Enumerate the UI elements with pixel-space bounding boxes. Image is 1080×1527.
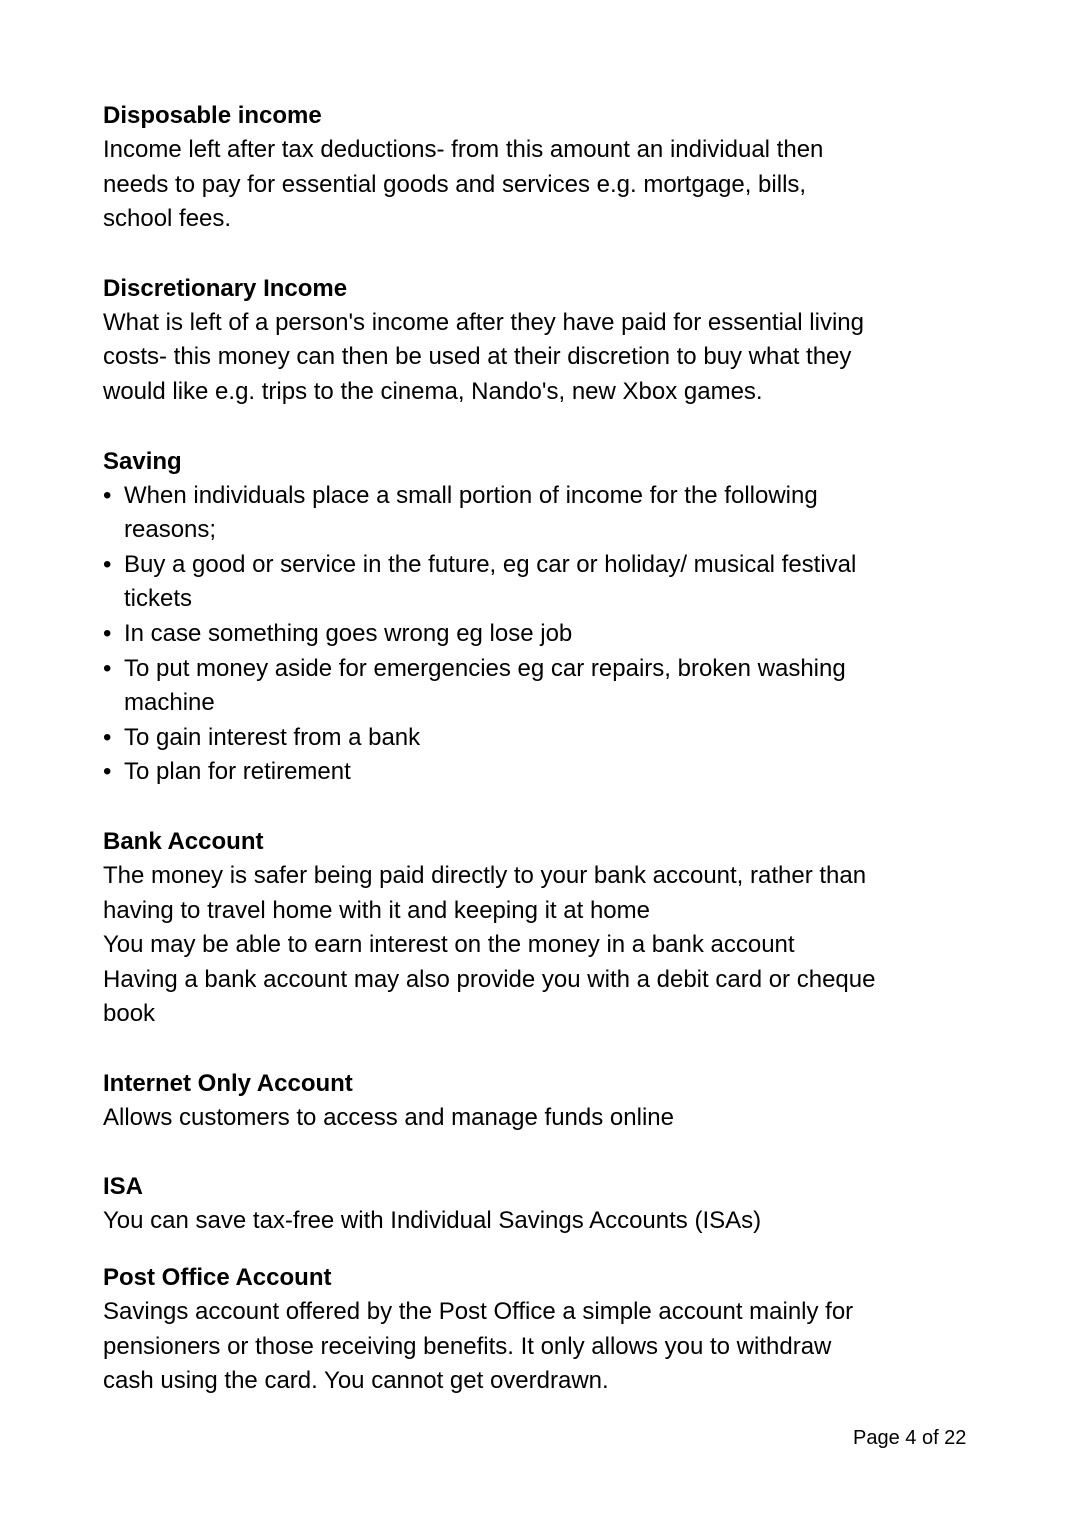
section-post-office-account [103, 1260, 933, 1399]
text-line: cash using the card. You cannot get overdrawn. [103, 1367, 609, 1395]
section-heading: Post Office Account [103, 1264, 332, 1292]
list-item [103, 652, 933, 721]
bullet-list [103, 479, 933, 790]
text-line: pensioners or those receiving benefits. It only allows you to withdraw [103, 1332, 832, 1360]
section-bank-account [103, 824, 933, 1032]
section-discretionary-income [103, 271, 933, 410]
section-heading: Internet Only Account [103, 1069, 353, 1097]
section-disposable-income [103, 98, 933, 237]
section-body [103, 1101, 933, 1136]
text-line: tickets [124, 585, 193, 613]
section-saving [103, 444, 933, 790]
section-heading: Discretionary Income [103, 274, 348, 302]
list-item [103, 755, 933, 790]
bullet-icon: • [103, 481, 112, 509]
section-body [103, 859, 933, 1032]
text-line: You can save tax-free with Individual Savings Accounts (ISAs) [103, 1207, 762, 1235]
bullet-icon: • [103, 619, 112, 647]
text-line: What is left of a person's income after they have paid for essential living [103, 308, 864, 336]
section-body [103, 1295, 933, 1399]
bullet-icon: • [103, 550, 112, 578]
section-heading: Saving [103, 447, 182, 475]
text-line: When individuals place a small portion of income for the following [124, 481, 818, 509]
text-line: costs- this money can then be used at their discretion to buy what they [103, 343, 852, 371]
text-line: In case something goes wrong eg lose job [124, 619, 573, 647]
text-line: To plan for retirement [124, 758, 351, 786]
list-item [103, 617, 933, 652]
text-line: To gain interest from a bank [124, 723, 421, 751]
bullet-icon: • [103, 758, 112, 786]
section-heading: ISA [103, 1173, 144, 1201]
page-number: Page 4 of 22 [853, 1427, 967, 1449]
section-body [103, 306, 933, 410]
text-line: Buy a good or service in the future, eg car or holiday/ musical festival [124, 550, 857, 578]
text-line: needs to pay for essential goods and services e.g. mortgage, bills, [103, 170, 807, 198]
bullet-icon: • [103, 654, 112, 682]
text-line: Income left after tax deductions- from this amount an individual then [103, 136, 824, 163]
text-line: You may be able to earn interest on the money in a bank account [103, 931, 795, 959]
list-item [103, 479, 933, 548]
text-line: Savings account offered by the Post Office a simple account mainly for [103, 1298, 854, 1326]
text-line: Having a bank account may also provide you with a debit card or cheque [103, 965, 876, 993]
document-page [103, 98, 933, 1399]
text-line: book [103, 1000, 156, 1028]
section-body [103, 133, 933, 237]
section-internet-only-account [103, 1066, 933, 1136]
section-body [103, 1204, 933, 1239]
text-line: machine [124, 689, 215, 717]
section-heading: Bank Account [103, 827, 264, 855]
text-line: Allows customers to access and manage funds online [103, 1103, 674, 1131]
text-line: would like e.g. trips to the cinema, Nando's, new Xbox games. [103, 377, 763, 405]
text-line: To put money aside for emergencies eg car repairs, broken washing [124, 654, 846, 682]
text-line: The money is safer being paid directly to your bank account, rather than [103, 861, 867, 889]
text-line: reasons; [124, 516, 217, 544]
bullet-icon: • [103, 723, 112, 751]
list-item [103, 548, 933, 617]
section-heading: Disposable income [103, 102, 322, 129]
text-line: school fees. [103, 205, 232, 233]
list-item [103, 721, 933, 756]
text-line: having to travel home with it and keeping it at home [103, 896, 650, 924]
section-isa [103, 1169, 933, 1239]
